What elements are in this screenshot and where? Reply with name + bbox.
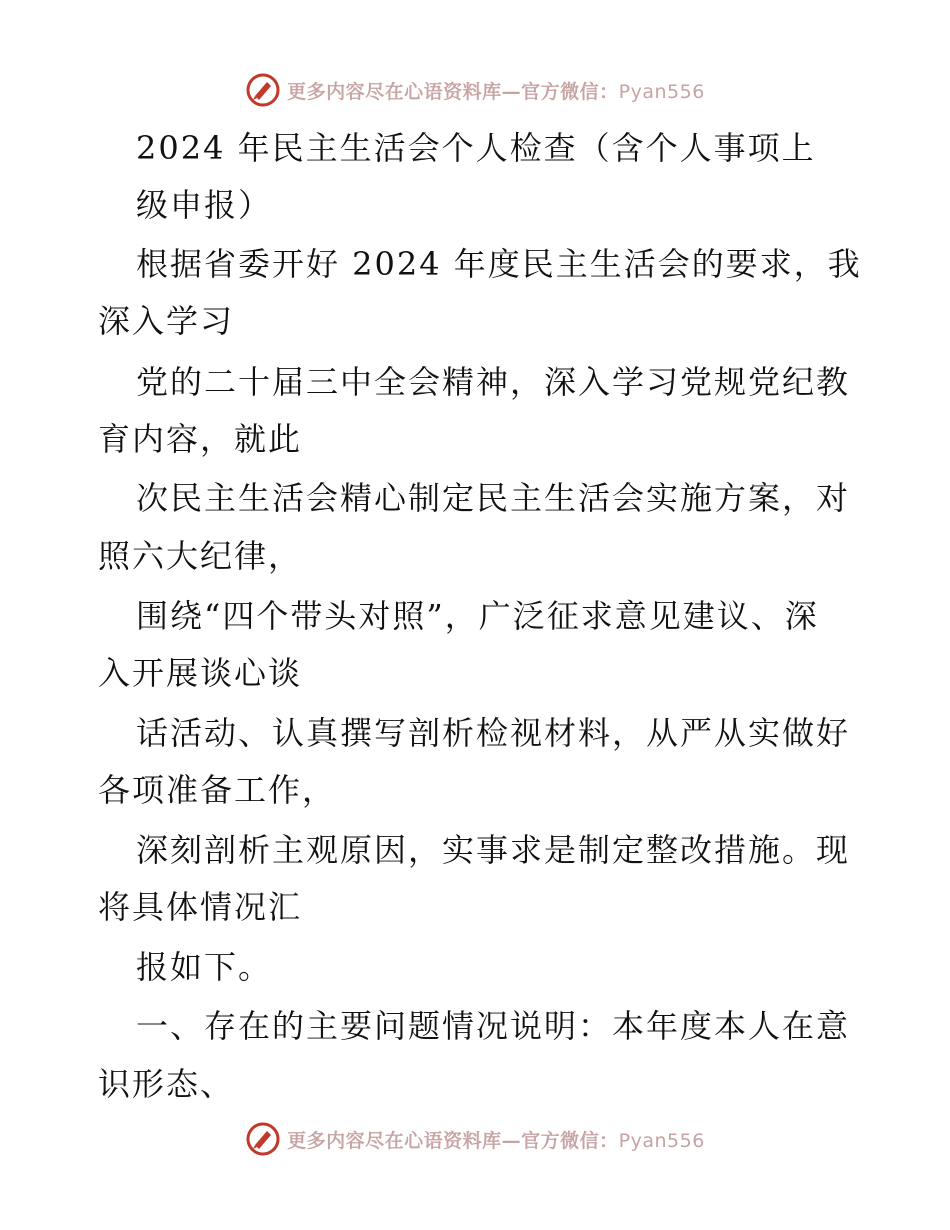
doc-line-3: 根据省委开好 2024 年度民主生活会的要求，我 bbox=[136, 245, 862, 283]
watermark-label: 更多内容尽在心语资料库—官方微信： bbox=[287, 80, 619, 103]
doc-line-1: 2024 年民主生活会个人检查（含个人事项上 bbox=[136, 129, 816, 167]
doc-line-14: 将具体情况汇 bbox=[98, 888, 303, 926]
watermark-banner-bottom bbox=[0, 1117, 950, 1161]
doc-line-10: 入开展谈心谈 bbox=[98, 654, 303, 692]
doc-line-12: 各项准备工作， bbox=[98, 771, 337, 809]
watermark-text bbox=[287, 1126, 705, 1153]
doc-line-7: 次民主生活会精心制定民主生活会实施方案，对 bbox=[136, 479, 851, 517]
doc-line-8: 照六大纪律， bbox=[98, 537, 303, 575]
watermark-label: 更多内容尽在心语资料库—官方微信： bbox=[287, 1129, 619, 1152]
doc-line-9: 围绕“四个带头对照”，广泛征求意见建议、深 bbox=[136, 597, 819, 635]
doc-line-13: 深刻剖析主观原因，实事求是制定整改措施。现 bbox=[136, 831, 851, 869]
watermark-wechat-id: Pyan556 bbox=[618, 80, 705, 103]
doc-line-15: 报如下。 bbox=[136, 948, 273, 986]
doc-line-11: 话活动、认真撰写剖析检视材料，从严从实做好 bbox=[136, 714, 851, 752]
doc-line-2: 级申报） bbox=[136, 186, 273, 224]
doc-line-16: 一、存在的主要问题情况说明：本年度本人在意 bbox=[136, 1007, 851, 1045]
watermark-wechat-id: Pyan556 bbox=[618, 1129, 705, 1152]
doc-line-5: 党的二十届三中全会精神，深入学习党规党纪教 bbox=[136, 363, 851, 401]
brand-logo-icon bbox=[245, 1121, 281, 1157]
doc-line-6: 育内容，就此 bbox=[98, 420, 303, 458]
doc-line-17: 识形态、 bbox=[98, 1065, 235, 1103]
doc-line-4: 深入学习 bbox=[98, 302, 235, 340]
